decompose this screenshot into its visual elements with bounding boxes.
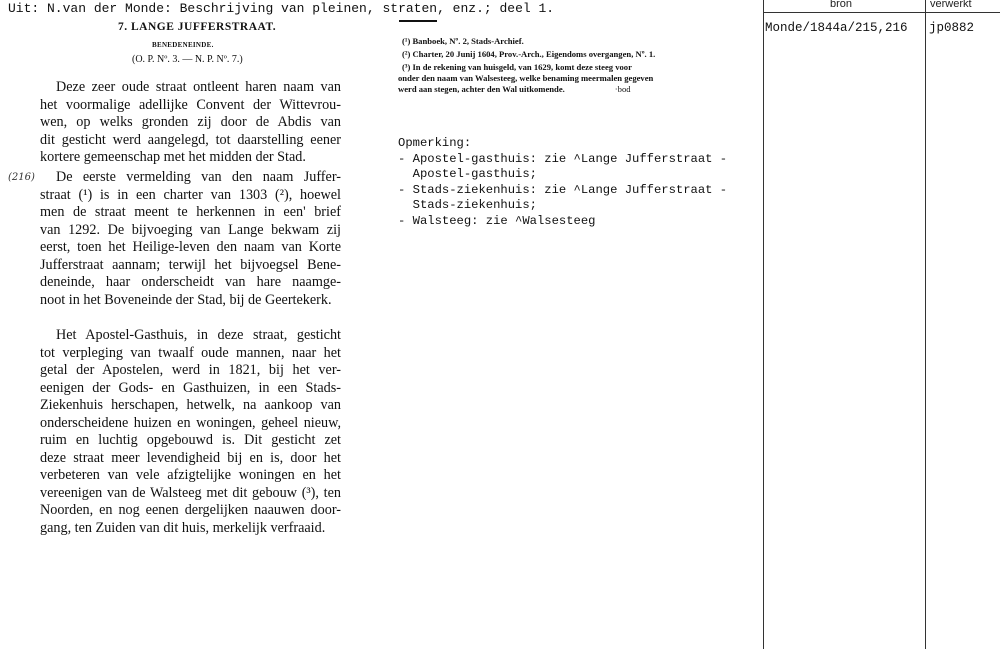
text-line: Ziekenhuis herschapen, hetwelk, na aankoop van	[40, 397, 341, 413]
text-line: eenigen der Gods- en Gasthuizen, in een Stads-	[40, 379, 341, 396]
text-line: ruim en luchtig opgebouwd is. Dit gesticht zet	[40, 432, 341, 448]
paragraph-1	[40, 79, 341, 167]
text-line: men de straat meent te herkennen in een' brief	[40, 204, 341, 220]
remark-line: - Walsteeg: zie ^Walsesteeg	[398, 213, 596, 228]
paragraph-2	[40, 169, 341, 309]
text-line: noot in het Boveneinde der Stad, bij de Geertekerk.	[40, 291, 332, 308]
footnote-1: (¹) Banboek, Nº. 2, Stads-Archief.	[402, 36, 524, 46]
footnote-divider	[399, 20, 437, 22]
table-header-divider	[763, 12, 1000, 13]
text-line: Deze zeer oude straat ontleent haren naam van	[56, 79, 341, 95]
text-line: Jufferstraat aannam; terwijl het bijvoegsel Bene-	[40, 256, 341, 273]
remark-line: Apostel-gasthuis;	[398, 167, 537, 181]
table-divider	[925, 0, 926, 649]
text-line: tot verpleging van twaalf oude mannen, naar het	[40, 344, 341, 361]
footnote-3: (³) In de rekening van huisgeld, van 1629, komt deze steeg voor onder den naam van Walsesteeg, welke benaming meermalen gegeven werd aan stegen, achter den Wal uitkomende. ·bod	[398, 62, 654, 94]
paragraph-3	[40, 327, 341, 537]
source-header: Uit: N.van der Monde: Beschrijving van pleinen, straten, enz.; deel 1.	[8, 1, 555, 16]
text-line: getal der Apostelen, werd in 1821, bij het ver-	[40, 362, 341, 378]
text-line: van 1292. De bijvoeging van Lange bekwam zij	[40, 221, 341, 238]
remarks-heading: Opmerking:	[398, 136, 472, 150]
text-line: deneinde, haar onderscheidt van hare naamge-	[40, 274, 341, 290]
text-line: straat (¹) is in een charter van 1303 (²), hoewel	[40, 186, 341, 203]
text-line: dit gesticht werd aangelegd, tot daarstelling eener	[40, 131, 341, 148]
text-line: eerst, toen het Heilige-leven den naam van Korte	[40, 239, 341, 255]
column-header-verwerkt: verwerkt	[930, 0, 972, 10]
column-header-bron: bron	[830, 0, 853, 10]
table-divider	[763, 0, 764, 649]
remark-line: - Apostel-gasthuis: zie ^Lange Jufferstraat -	[398, 151, 728, 166]
text-line: wen, op welks gronden zij door de Abdis van	[40, 114, 341, 130]
text-line: deze straat meer levendigheid bij en is, door het	[40, 449, 341, 466]
text-line: Het Apostel-Gasthuis, in deze straat, gesticht	[56, 327, 341, 343]
text-line: vereenigen van de Walsteeg met dit gebouw (³), ten	[40, 484, 341, 501]
cell-verwerkt: jp0882	[929, 21, 975, 35]
remark-line: Stads-ziekenhuis;	[398, 198, 537, 212]
footnote-mark: ·bod	[614, 84, 631, 94]
text-line: Noorden, en nog eenen dergelijken naauwen door-	[40, 502, 341, 518]
text-line: gang, ten Zuiden van dit huis, merkelijk verfraaid.	[40, 519, 326, 536]
text-line: het voormalige adellijke Convent der Wittevrou-	[40, 96, 341, 113]
cell-bron: Monde/1844a/215,216	[765, 21, 908, 35]
text-line: onderscheidene huizen en woningen, geheel nieuw,	[40, 414, 341, 431]
street-subtitle: BENEDENEINDE.	[152, 41, 214, 49]
text-line: kortere gemeenschap met het midden der Stad.	[40, 149, 306, 165]
remark-line: - Stads-ziekenhuis: zie ^Lange Jufferstraat -	[398, 182, 728, 197]
handwritten-margin-note: (216)	[8, 172, 35, 183]
footnote-2: (²) Charter, 20 Junij 1604, Prov.-Arch., Eigendoms overgangen, Nº. 1.	[402, 49, 656, 59]
street-numbers: (O. P. Nº. 3. — N. P. Nº. 7.)	[132, 54, 243, 65]
text-line: verbeteren van vele afzigtelijke woningen en het	[40, 467, 341, 483]
text-line: De eerste vermelding van den naam Juffer-	[56, 169, 341, 185]
remarks	[398, 136, 727, 229]
street-title: 7. LANGE JUFFERSTRAAT.	[118, 21, 277, 33]
